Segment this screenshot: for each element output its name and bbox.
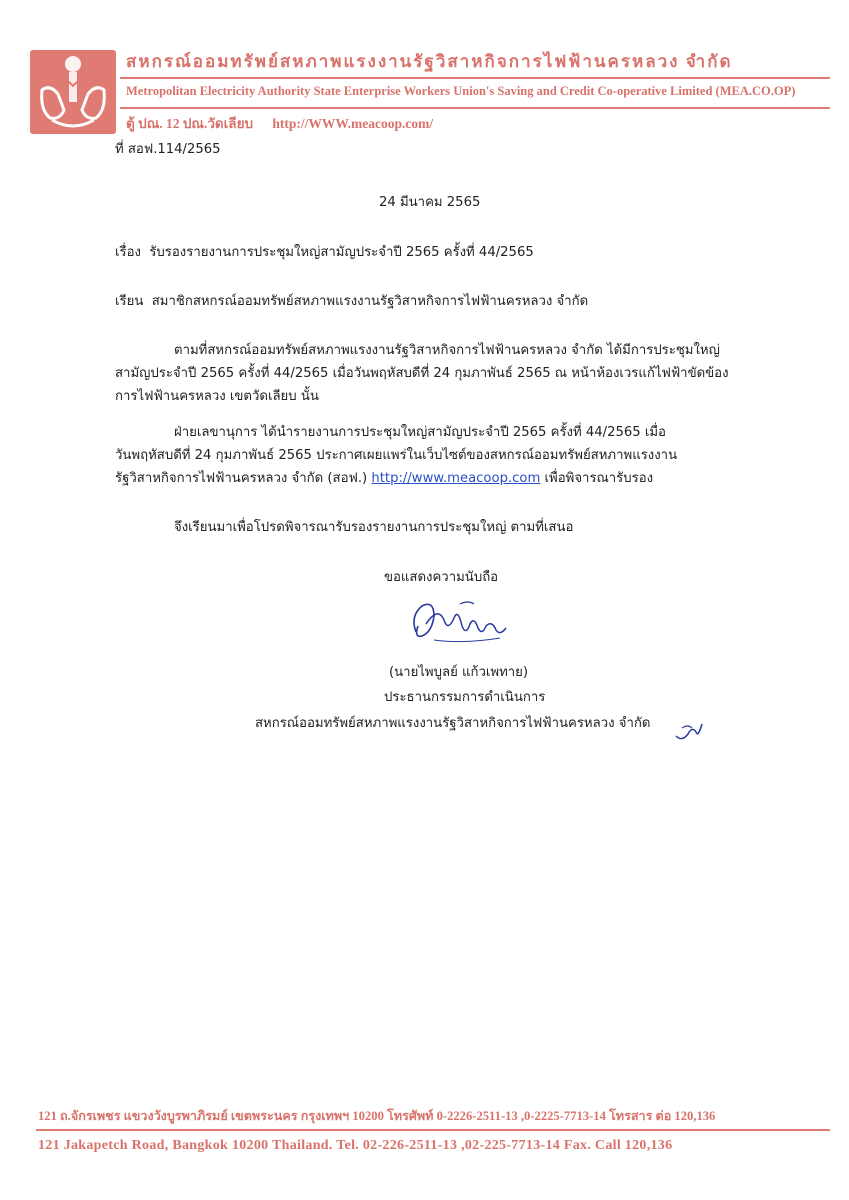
letterhead-website[interactable]: http://WWW.meacoop.com/ bbox=[272, 116, 434, 131]
signer-name: (นายไพบูลย์ แก้วเพทาย) bbox=[389, 665, 529, 680]
signer-title: ประธานกรรมการดำเนินการ bbox=[384, 690, 546, 705]
recipient-label: เรียน bbox=[115, 294, 144, 309]
letterhead-org-name-en: Metropolitan Electricity Authority State Enterprise Workers Union's Saving and Credit Co-operative Limited (MEA.CO.OP) bbox=[126, 84, 796, 98]
letter-date: 24 มีนาคม 2565 bbox=[379, 195, 481, 210]
footer-address-en: 121 Jakapetch Road, Bangkok 10200 Thailand. Tel. 02-226-2511-13 ,02-225-7713-14 Fax. Call 120,136 bbox=[38, 1138, 673, 1153]
footer-address-th: 121 ถ.จักรเพชร แขวงวังบูรพาภิรมย์ เขตพระนคร กรุงเทพฯ 10200 โทรศัพท์ 0-2226-2511-13 ,0-2225-7713-14 โทรสาร ต่อ 120,136 bbox=[38, 1109, 716, 1123]
handwritten-signature bbox=[404, 596, 514, 660]
signer-organization: สหกรณ์ออมทรัพย์สหภาพแรงงานรัฐวิสาหกิจการไฟฟ้านครหลวง จำกัด bbox=[255, 716, 651, 731]
paragraph-1-line: ตามที่สหกรณ์ออมทรัพย์สหภาพแรงงานรัฐวิสาหกิจการไฟฟ้านครหลวง จำกัด ได้มีการประชุมใหญ่ bbox=[174, 343, 720, 358]
subject-label: เรื่อง bbox=[115, 245, 141, 260]
recipient-text: สมาชิกสหกรณ์ออมทรัพย์สหภาพแรงงานรัฐวิสาหกิจการไฟฟ้านครหลวง จำกัด bbox=[151, 294, 589, 309]
initial-mark bbox=[674, 718, 704, 748]
paragraph-2-line: ฝ่ายเลขานุการ ได้นำรายงานการประชุมใหญ่สามัญประจำปี 2565 ครั้งที่ 44/2565 เมื่อ bbox=[174, 425, 666, 440]
recipient-line bbox=[115, 290, 588, 311]
closing-salutation: ขอแสดงความนับถือ bbox=[384, 570, 499, 585]
letterhead-divider bbox=[120, 107, 830, 109]
letterhead-po-box: ตู้ ปณ. 12 ปณ.วัดเลียบ bbox=[126, 116, 254, 131]
paragraph-2-line bbox=[115, 467, 653, 488]
union-logo-icon bbox=[30, 50, 116, 134]
letterhead-org-name-th: สหกรณ์ออมทรัพย์สหภาพแรงงานรัฐวิสาหกิจการไฟฟ้านครหลวง จำกัด bbox=[126, 52, 733, 71]
website-link[interactable]: http://www.meacoop.com bbox=[371, 471, 541, 486]
paragraph-2-text: รัฐวิสาหกิจการไฟฟ้านครหลวง จำกัด (สอฟ.) bbox=[115, 471, 368, 486]
letterhead-contact bbox=[126, 112, 433, 134]
subject-text: รับรองรายงานการประชุมใหญ่สามัญประจำปี 2565 ครั้งที่ 44/2565 bbox=[149, 245, 534, 260]
paragraph-1-line: สามัญประจำปี 2565 ครั้งที่ 44/2565 เมื่อวันพฤหัสบดีที่ 24 กุมภาพันธ์ 2565 ณ หน้าห้องเวรแก้ไฟฟ้าขัดข้อง bbox=[115, 366, 729, 381]
subject-line bbox=[115, 241, 534, 262]
reference-number: ที่ สอฟ.114/2565 bbox=[115, 142, 221, 157]
paragraph-2-line: วันพฤหัสบดีที่ 24 กุมภาพันธ์ 2565 ประกาศเผยแพร่ในเว็บไซต์ของสหกรณ์ออมทรัพย์สหภาพแรงงาน bbox=[115, 448, 678, 463]
paragraph-1-line: การไฟฟ้านครหลวง เขตวัดเลียบ นั้น bbox=[115, 389, 319, 404]
footer-divider bbox=[36, 1129, 830, 1131]
paragraph-2-text: เพื่อพิจารณารับรอง bbox=[544, 471, 654, 486]
letterhead-divider bbox=[120, 77, 830, 79]
closing-request: จึงเรียนมาเพื่อโปรดพิจารณารับรองรายงานการประชุมใหญ่ ตามที่เสนอ bbox=[174, 520, 574, 535]
